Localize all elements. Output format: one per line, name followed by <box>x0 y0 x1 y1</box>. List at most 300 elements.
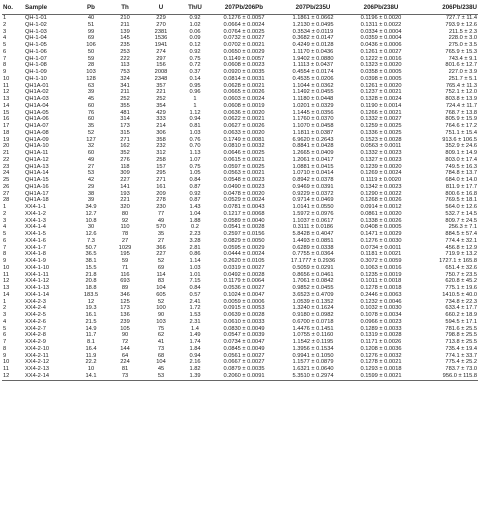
cell-sample: QH1A-08 <box>25 129 49 136</box>
cell-no: 11 <box>3 271 9 278</box>
cell-pb: 50.7 <box>85 244 97 251</box>
cell-th-u: 0.94 <box>189 352 201 359</box>
cell-206pb-238u-age: 781.6 ± 25.5 <box>445 325 477 332</box>
cell-207pb-206pb: 0.0608 ± 0.0019 <box>223 102 265 109</box>
cell-sample: XX4-1-9 <box>25 258 46 264</box>
cell-pb: 10.8 <box>85 217 97 224</box>
cell-pb: 15.5 <box>85 264 97 271</box>
table-row <box>2 130 478 137</box>
cell-th-u: 0.87 <box>189 183 201 190</box>
cell-207pb-235u: 0.9469 ± 0.0391 <box>292 183 334 190</box>
cell-pb: 183.5 <box>83 291 99 298</box>
cell-u: 230 <box>156 204 166 210</box>
cell-no: 25 <box>3 177 10 183</box>
cell-206pb-238u-age: 956.0 ± 115.8 <box>414 373 478 380</box>
cell-no: 9 <box>3 69 7 75</box>
cell-206pb-238u-ratio: 0.1222 ± 0.0016 <box>360 55 402 62</box>
cell-207pb-235u: 1.2130 ± 0.0495 <box>292 21 334 28</box>
table-row <box>2 164 478 171</box>
table-row <box>2 204 478 211</box>
table-row <box>2 69 478 76</box>
cell-206pb-238u-ratio: 0.0334 ± 0.0004 <box>360 28 402 35</box>
cell-u: 104 <box>156 359 166 366</box>
table-row <box>2 245 478 252</box>
cell-206pb-238u-age: 752.1 ± 12.0 <box>445 89 477 96</box>
cell-206pb-238u-age: 456.8 ± 12.9 <box>445 244 477 251</box>
cell-u: 114 <box>156 271 166 278</box>
cell-207pb-235u: 1.1044 ± 0.0362 <box>292 82 334 89</box>
cell-206pb-238u-ratio: 0.0436 ± 0.0006 <box>360 42 402 48</box>
cell-th: 693 <box>120 278 130 285</box>
cell-206pb-238u-age: 256.3 ± 7.1 <box>448 224 477 231</box>
cell-206pb-238u-ratio: 0.1259 ± 0.0025 <box>360 123 402 129</box>
cell-th: 239 <box>120 318 130 325</box>
cell-206pb-238u-ratio: 0.1266 ± 0.0021 <box>360 109 402 116</box>
cell-207pb-235u: 0.9229 ± 0.0372 <box>292 190 334 197</box>
cell-no: 1 <box>3 204 7 210</box>
cell-207pb-235u: 1.1492 ± 0.0455 <box>292 89 334 96</box>
cell-no: 5 <box>3 42 7 48</box>
cell-207pb-206pb: 0.0610 ± 0.0033 <box>223 318 265 325</box>
table-row <box>2 326 478 333</box>
cell-206pb-238u-ratio: 0.1471 ± 0.0029 <box>360 231 402 237</box>
cell-pb: 45 <box>87 96 95 102</box>
cell-206pb-238u-age: 913.6 ± 106.5 <box>442 136 477 143</box>
cell-sample: QH-1-04 <box>25 35 47 42</box>
cell-206pb-238u-age: 775.1 ± 19.6 <box>445 285 477 291</box>
cell-206pb-238u-age: 660.2 ± 18.9 <box>445 312 477 318</box>
cell-sample: QH1A-17 <box>25 190 49 197</box>
cell-207pb-206pb: 0.0622 ± 0.0021 <box>223 116 265 123</box>
cell-th: 27 <box>121 237 129 244</box>
cell-th: 81 <box>121 366 129 372</box>
cell-th-u: 1 <box>193 102 197 109</box>
table-row <box>2 299 478 306</box>
cell-th-u: 3.28 <box>189 237 201 244</box>
table-row <box>2 123 478 130</box>
cell-206pb-238u-ratio: 0.0358 ± 0.0005 <box>360 69 402 75</box>
table-row <box>2 197 478 204</box>
cell-pb: 103 <box>86 69 96 75</box>
cell-no: 5 <box>3 231 7 237</box>
cell-206pb-238u-ratio: 0.1063 ± 0.0016 <box>360 264 402 271</box>
cell-206pb-238u-ratio: 0.3072 ± 0.0059 <box>360 258 402 264</box>
cell-u: 274 <box>156 48 166 55</box>
table-row <box>2 177 478 184</box>
cell-sample: QH1A-16 <box>25 183 49 190</box>
cell-207pb-206pb: 0.0595 ± 0.0029 <box>223 244 265 251</box>
table-row <box>2 42 478 49</box>
cell-207pb-206pb: 0.0810 ± 0.0032 <box>223 143 265 150</box>
cell-u: 2008 <box>154 69 168 75</box>
cell-no: 1 <box>3 15 7 21</box>
cell-no: 14 <box>3 102 10 109</box>
table-row <box>2 15 478 22</box>
cell-206pb-238u-ratio: 0.1336 ± 0.0025 <box>360 129 402 136</box>
table-row <box>2 89 478 96</box>
cell-207pb-206pb: 0.0915 ± 0.0053 <box>223 305 265 312</box>
cell-sample: QH1A-01 <box>25 82 49 89</box>
cell-206pb-238u-ratio: 0.2446 ± 0.0063 <box>360 291 402 298</box>
cell-207pb-235u: 0.9714 ± 0.0469 <box>292 197 334 204</box>
cell-207pb-206pb: 0.0547 ± 0.0039 <box>223 332 265 339</box>
cell-206pb-238u-ratio: 0.1196 ± 0.0020 <box>360 15 402 21</box>
cell-206pb-238u-ratio: 0.1181 ± 0.0021 <box>360 251 402 258</box>
cell-pb: 39 <box>87 197 95 204</box>
cell-206pb-238u-age: 809.1 ± 14.9 <box>445 150 477 156</box>
cell-206pb-238u-ratio: 0.1323 ± 0.0020 <box>360 62 402 69</box>
cell-no: 12 <box>3 89 10 96</box>
cell-206pb-238u-age: 768.7 ± 13.8 <box>445 109 477 116</box>
cell-207pb-206pb: 0.0879 ± 0.0035 <box>223 366 265 372</box>
cell-sample: XX4-2-6 <box>25 318 46 325</box>
cell-no: 4 <box>3 224 7 231</box>
cell-no: 7 <box>3 339 7 345</box>
cell-207pb-206pb: 0.0814 ± 0.0031 <box>223 75 265 82</box>
cell-u: 297 <box>156 55 166 62</box>
table-row <box>2 137 478 144</box>
cell-th: 141 <box>120 183 130 190</box>
cell-206pb-238u-age: 620.8 ± 45.2 <box>445 278 477 285</box>
cell-206pb-238u-ratio: 0.0734 ± 0.0011 <box>360 244 402 251</box>
cell-206pb-238u-age: 651.4 ± 32.6 <box>445 264 477 271</box>
cell-th: 136 <box>120 312 130 318</box>
cell-u: 53 <box>142 373 180 380</box>
cell-th-u: 0.09 <box>189 35 201 42</box>
cell-no: 8 <box>3 251 7 258</box>
cell-207pb-206pb: 0.0492 ± 0.0028 <box>223 271 265 278</box>
cell-207pb-235u: 1.1577 ± 0.0879 <box>292 359 334 366</box>
cell-th-u: 0.12 <box>189 42 201 48</box>
cell-no: 10 <box>3 75 10 82</box>
cell-206pb-238u-ratio: 0.1232 ± 0.0046 <box>360 298 402 305</box>
table-row <box>2 184 478 191</box>
cell-206pb-238u-age: 803.0 ± 17.4 <box>445 156 477 163</box>
cell-no: 8 <box>3 345 7 352</box>
cell-206pb-238u-age: 684.0 ± 14.0 <box>445 177 477 183</box>
cell-th: 481 <box>120 109 130 116</box>
cell-no: 21 <box>3 150 10 156</box>
cell-no: 2 <box>3 305 7 312</box>
cell-th: 78 <box>121 231 129 237</box>
cell-th: 145 <box>120 35 130 42</box>
cell-206pb-238u-age: 228.0 ± 3.0 <box>448 35 477 42</box>
cell-207pb-206pb: 0.1749 ± 0.0081 <box>223 136 265 143</box>
cell-th: 110 <box>120 224 130 231</box>
cell-pb: 27 <box>87 163 95 170</box>
cell-th: 116 <box>120 271 130 278</box>
cell-u: 278 <box>156 197 166 204</box>
cell-u: 358 <box>156 136 166 143</box>
cell-th-u: 0.70 <box>189 143 201 150</box>
cell-206pb-238u-ratio: 0.1237 ± 0.0021 <box>360 89 402 96</box>
cell-th-u: 1.82 <box>189 366 201 372</box>
cell-206pb-238u-age: 800.6 ± 16.8 <box>445 190 477 197</box>
cell-th: 315 <box>120 129 130 136</box>
table-row <box>2 251 478 258</box>
cell-207pb-206pb: 0.0830 ± 0.0049 <box>223 325 265 332</box>
cell-207pb-235u: 1.1542 ± 0.1195 <box>292 339 334 345</box>
cell-u: 69 <box>157 264 165 271</box>
cell-pb: 59 <box>87 55 95 62</box>
cell-207pb-235u: 1.1037 ± 0.0617 <box>292 217 334 224</box>
cell-206pb-238u-ratio: 0.1289 ± 0.0033 <box>360 325 402 332</box>
cell-207pb-235u: 1.0881 ± 0.0415 <box>292 163 334 170</box>
cell-pb: 38.1 <box>85 258 97 264</box>
cell-sample: XX4-1-6 <box>25 237 46 244</box>
cell-th: 252 <box>120 96 130 102</box>
cell-207pb-206pb: 0.0646 ± 0.0025 <box>223 150 265 156</box>
cell-no: 18 <box>3 129 10 136</box>
cell-sample: XX4-2-8 <box>25 332 46 339</box>
cell-sample: QH-1-08 <box>25 62 47 69</box>
cell-u: 429 <box>156 109 166 116</box>
cell-no: 3 <box>3 28 7 35</box>
cell-u: 103 <box>156 318 166 325</box>
cell-207pb-235u: 1.0539 ± 0.1352 <box>292 298 334 305</box>
header-207pb-206pb: 207Pb/206Pb <box>210 2 278 15</box>
table-row <box>2 305 478 312</box>
cell-u: 75 <box>157 325 165 332</box>
cell-206pb-238u-ratio: 0.1293 ± 0.0018 <box>360 366 402 372</box>
cell-pb: 42 <box>87 177 95 183</box>
cell-207pb-206pb: 0.0529 ± 0.0024 <box>223 197 265 204</box>
cell-sample: QH-1-03 <box>25 28 47 35</box>
cell-206pb-238u-ratio: 0.1327 ± 0.0023 <box>360 156 402 163</box>
cell-th-u: 2.23 <box>189 231 201 237</box>
cell-pb: 39 <box>87 89 95 96</box>
cell-no: 2 <box>3 210 7 217</box>
cell-207pb-206pb: 0.0667 ± 0.0027 <box>223 359 265 366</box>
cell-sample: XX4-1-12 <box>25 278 50 285</box>
cell-sample: QH1A-12 <box>25 156 49 163</box>
cell-sample: QH1A-07 <box>25 123 49 129</box>
cell-207pb-235u: 1.1180 ± 0.0448 <box>292 96 334 102</box>
zircon-data-table <box>2 2 478 381</box>
cell-206pb-238u-age: 724.4 ± 11.7 <box>445 102 477 109</box>
cell-207pb-235u: 1.3956 ± 0.1534 <box>292 345 334 352</box>
cell-207pb-206pb: 0.0732 ± 0.0027 <box>223 35 265 42</box>
cell-no: 26 <box>3 183 10 190</box>
cell-sample: QH1A-10 <box>25 143 49 150</box>
cell-206pb-238u-age: 735.4 ± 19.4 <box>445 345 477 352</box>
cell-sample: XX4-1-14 <box>25 291 50 298</box>
cell-no: 3 <box>3 217 7 224</box>
cell-u: 258 <box>156 156 166 163</box>
cell-th-u: 0.2 <box>191 224 199 231</box>
cell-sample: QH-1-01 <box>25 15 47 21</box>
cell-u: 333 <box>156 116 166 123</box>
table-row <box>2 143 478 150</box>
cell-207pb-235u: 1.4476 ± 0.1451 <box>292 325 334 332</box>
cell-th: 320 <box>120 204 130 210</box>
cell-u: 1536 <box>154 35 168 42</box>
cell-th: 309 <box>120 170 130 177</box>
table-row <box>2 76 478 83</box>
cell-pb: 29 <box>87 183 95 190</box>
cell-no: 11 <box>3 82 9 89</box>
cell-pb: 53 <box>87 170 95 177</box>
cell-207pb-235u: 0.4554 ± 0.0174 <box>292 69 334 75</box>
cell-pb: 38 <box>87 190 95 197</box>
cell-sample: XX4-1-1 <box>25 204 46 210</box>
cell-206pb-238u-age: 227.0 ± 3.9 <box>448 69 477 75</box>
cell-207pb-206pb: 0.0664 ± 0.0024 <box>223 21 265 28</box>
cell-th-u: 1.43 <box>189 204 201 210</box>
cell-207pb-235u: 1.7061 ± 0.0842 <box>292 278 334 285</box>
cell-th: 92 <box>121 217 129 224</box>
cell-206pb-238u-age: 743.4 ± 9.1 <box>448 55 477 62</box>
cell-no: 1 <box>3 298 7 305</box>
cell-pb: 127 <box>86 136 96 143</box>
cell-u: 252 <box>156 96 166 102</box>
cell-207pb-206pb: 0.0734 ± 0.0047 <box>223 339 265 345</box>
cell-207pb-235u: 1.4493 ± 0.0851 <box>292 237 334 244</box>
table-row <box>2 170 478 177</box>
table-row <box>2 353 478 360</box>
cell-th-u: 0.14 <box>189 75 201 82</box>
cell-no: 7 <box>3 244 7 251</box>
cell-206pb-238u-ratio: 0.1523 ± 0.0028 <box>360 136 402 143</box>
cell-th-u: 1 <box>193 96 197 102</box>
header-th-u: Th/U <box>180 2 210 15</box>
cell-pb: 20.8 <box>85 278 97 285</box>
cell-206pb-238u-ratio: 0.0398 ± 0.0005 <box>360 75 402 82</box>
cell-207pb-206pb: 0.0548 ± 0.0023 <box>223 177 265 183</box>
cell-207pb-206pb: 0.1217 ± 0.0068 <box>223 210 265 217</box>
cell-u: 357 <box>156 82 166 89</box>
cell-207pb-206pb: 0.0764 ± 0.0025 <box>223 28 265 35</box>
cell-207pb-206pb: 0.0059 ± 0.0006 <box>223 298 265 305</box>
cell-206pb-238u-age: 713.8 ± 25.5 <box>445 339 477 345</box>
cell-207pb-206pb: 0.0541 ± 0.0028 <box>223 224 265 231</box>
cell-206pb-238u-age: 750.7 ± 23.5 <box>445 271 477 278</box>
cell-207pb-235u: 0.3534 ± 0.0119 <box>292 28 334 35</box>
cell-206pb-238u-age: 801.6 ± 12.7 <box>445 62 477 69</box>
cell-pb: 16.4 <box>85 345 97 352</box>
cell-u: 77 <box>157 210 165 217</box>
cell-206pb-238u-age: 1410.5 ± 40.0 <box>442 291 477 298</box>
cell-u: 41 <box>157 339 165 345</box>
table-row <box>2 332 478 339</box>
cell-207pb-235u: 0.9941 ± 0.1050 <box>292 352 334 359</box>
cell-th: 753 <box>120 69 130 75</box>
cell-207pb-235u: 0.4535 ± 0.0206 <box>292 75 334 82</box>
cell-206pb-238u-ratio: 0.1342 ± 0.0023 <box>360 183 402 190</box>
cell-206pb-238u-ratio: 0.1171 ± 0.0026 <box>360 339 402 345</box>
cell-sample: XX4-2-5 <box>25 312 46 318</box>
cell-th-u: 1.49 <box>189 332 201 339</box>
cell-sample: QH1A-06 <box>25 116 49 123</box>
cell-th-u: 0.92 <box>189 190 201 197</box>
cell-th: 80 <box>121 210 129 217</box>
cell-th: 89 <box>121 285 129 291</box>
cell-207pb-235u: 1.1445 ± 0.0356 <box>292 109 334 116</box>
cell-pb: 32 <box>87 143 95 150</box>
cell-206pb-238u-age: 774.1 ± 33.7 <box>445 352 477 359</box>
table-row <box>2 224 478 231</box>
table-row <box>2 211 478 218</box>
cell-pb: 34.9 <box>85 204 97 210</box>
cell-207pb-235u: 0.9180 ± 0.0982 <box>292 312 334 318</box>
cell-207pb-235u: 0.6700 ± 0.0718 <box>292 318 334 325</box>
cell-206pb-238u-ratio: 0.0408 ± 0.0005 <box>360 224 402 231</box>
cell-u: 366 <box>156 244 166 251</box>
cell-206pb-238u-age: 811.9 ± 17.7 <box>445 183 477 190</box>
cell-u: 49 <box>157 217 165 224</box>
cell-th-u: 1.84 <box>189 345 201 352</box>
cell-no: 10 <box>3 359 10 366</box>
cell-no: 3 <box>3 312 7 318</box>
table-row <box>2 265 478 272</box>
cell-sample: XX4-2-9 <box>25 339 46 345</box>
cell-207pb-235u: 1.3240 ± 0.1624 <box>292 305 334 312</box>
cell-207pb-235u: 1.2061 ± 0.0417 <box>292 156 334 163</box>
header-u: U <box>142 2 180 15</box>
cell-pb: 35 <box>87 123 95 129</box>
cell-206pb-238u-age: 765.9 ± 15.3 <box>445 48 477 55</box>
cell-sample: QH1A-03 <box>25 96 49 102</box>
cell-sample: XX4-2-4 <box>25 305 46 312</box>
cell-no: 15 <box>3 109 10 116</box>
cell-sample: XX4-1-13 <box>25 285 50 291</box>
cell-th: 144 <box>120 345 130 352</box>
cell-no: 4 <box>3 35 7 42</box>
cell-207pb-235u: 1.1861 ± 0.0662 <box>292 15 334 21</box>
cell-206pb-238u-age: 809.7 ± 24.5 <box>445 217 477 224</box>
cell-207pb-206pb: 0.1276 ± 0.0057 <box>223 15 265 21</box>
cell-207pb-206pb: 0.0561 ± 0.0027 <box>223 352 265 359</box>
cell-pb: 60 <box>87 150 95 156</box>
cell-207pb-235u: 0.7755 ± 0.0364 <box>292 251 334 258</box>
cell-sample: XX4-1-11 <box>25 271 49 278</box>
cell-sample: XX4-1-7 <box>25 244 46 251</box>
cell-207pb-206pb: 0.0597 ± 0.0025 <box>223 163 265 170</box>
table-row <box>2 35 478 42</box>
cell-206pb-238u-ratio: 0.1332 ± 0.0023 <box>360 150 402 156</box>
cell-th: 64 <box>121 352 129 359</box>
cell-sample: XX4-2-12 <box>25 359 50 366</box>
cell-th-u: 0.06 <box>189 28 201 35</box>
cell-206pb-238u-ratio: 0.0359 ± 0.0004 <box>360 35 402 42</box>
cell-no: 19 <box>3 136 10 143</box>
cell-th-u: 1.88 <box>189 217 201 224</box>
cell-th: 71 <box>121 264 129 271</box>
cell-th: 211 <box>120 89 130 96</box>
cell-sample: QH1A-13 <box>25 163 49 170</box>
cell-u: 221 <box>156 89 166 96</box>
cell-th-u: 0.87 <box>189 197 201 204</box>
cell-no: 22 <box>3 156 10 163</box>
cell-pb: 14.9 <box>85 325 97 332</box>
cell-pb: 28 <box>87 62 95 69</box>
cell-no: 28 <box>3 197 10 204</box>
cell-th: 276 <box>120 156 130 163</box>
cell-u: 104 <box>156 285 166 291</box>
cell-206pb-238u-ratio: 0.1338 ± 0.0026 <box>360 217 402 224</box>
cell-th-u: 0.92 <box>189 48 201 55</box>
cell-th: 346 <box>120 291 130 298</box>
table-body <box>2 15 478 381</box>
cell-206pb-238u-age: 884.5 ± 57.4 <box>445 231 477 237</box>
cell-th-u: 0.72 <box>189 62 201 69</box>
cell-207pb-235u: 1.0141 ± 0.0550 <box>292 204 334 210</box>
cell-206pb-238u-age: 734.8 ± 22.3 <box>445 298 477 305</box>
cell-no: 2 <box>3 21 7 28</box>
cell-th: 341 <box>120 82 130 89</box>
cell-th-u: 0.37 <box>189 69 201 75</box>
cell-u: 295 <box>156 170 166 177</box>
